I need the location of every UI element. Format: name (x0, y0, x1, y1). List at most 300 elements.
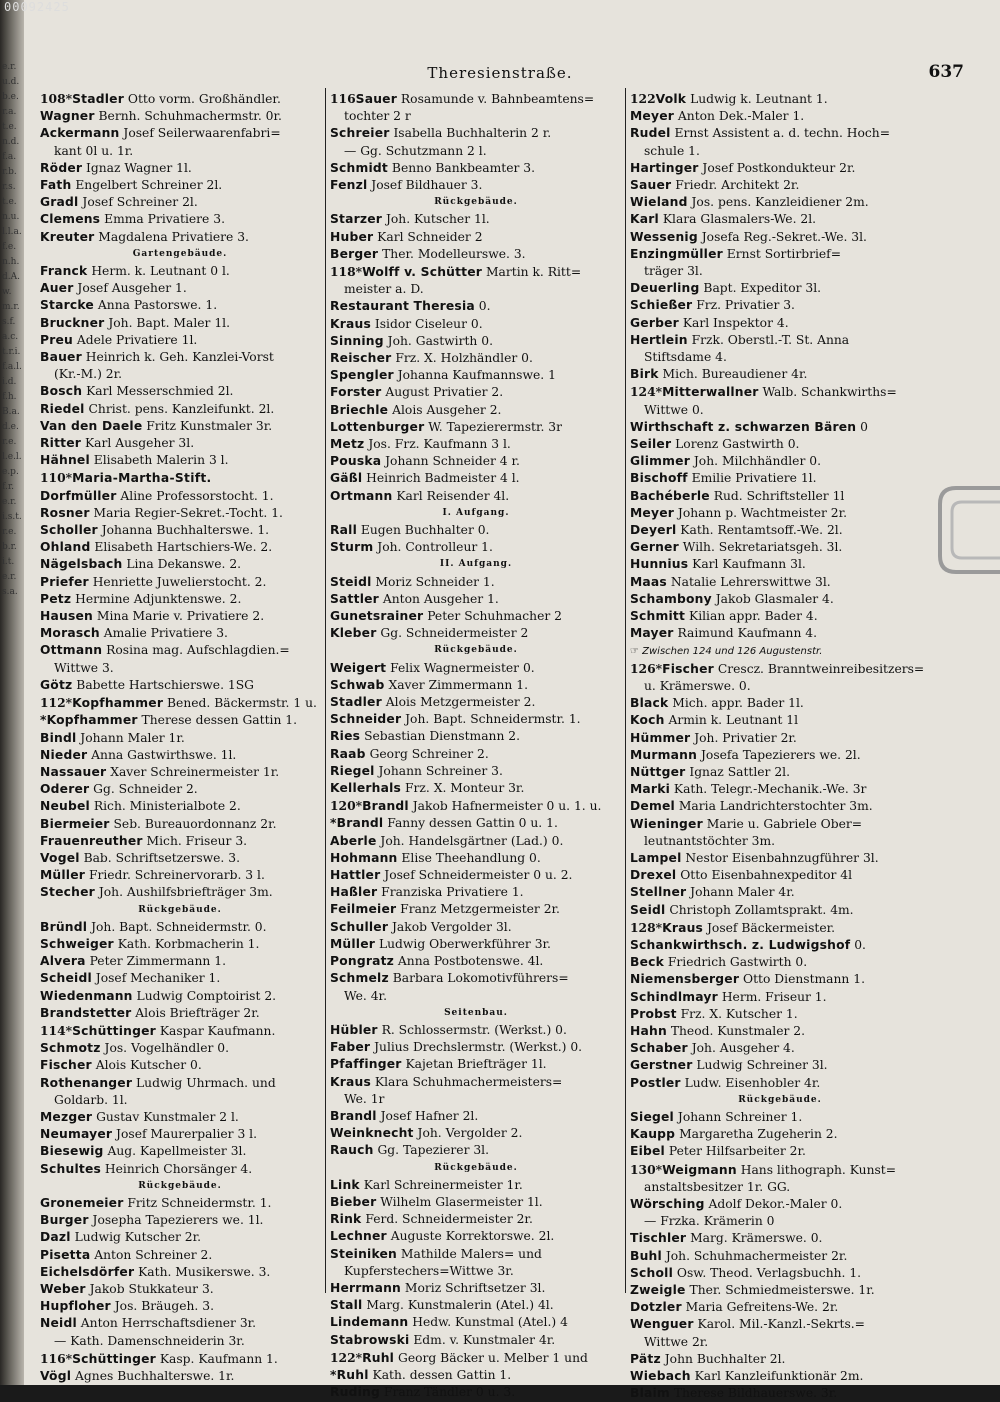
resident-details: Kilian appr. Bader 4. (685, 609, 818, 624)
resident-surname: Feilmeier (330, 902, 397, 917)
house-number: 128* (630, 919, 663, 935)
building-section-label: I. Aufgang. (442, 507, 510, 518)
resident-surname: Kreuter (40, 229, 95, 244)
resident-details: Margaretha Zugeherin 2. (675, 1127, 838, 1142)
resident-surname: Murmann (630, 747, 698, 762)
resident-entry (330, 936, 622, 953)
resident-surname: Bieber (330, 1194, 377, 1209)
resident-details: Hans lithograph. Kunst= (736, 1162, 897, 1177)
resident-surname: Rosner (40, 505, 90, 520)
resident-surname: Schmitt (630, 609, 686, 624)
resident-surname: Faber (330, 1040, 371, 1055)
resident-surname: Meyer (630, 109, 674, 124)
resident-entry (40, 919, 320, 936)
resident-details: We. 4r. (344, 988, 387, 1003)
resident-surname: Lindemann (330, 1315, 409, 1330)
resident-surname: Weigert (330, 660, 387, 675)
resident-entry (630, 488, 930, 505)
resident-surname: Huber (330, 229, 374, 244)
binding-cut-text: e.r.u.d.b.e.r.a.t.e.n.d.f.a.r.b.r.s.t.e.n.u.l.l.a.f.e.n.h.d.A.w.m.r.s.f.a.c.t.r.i.f.a.l.i.d.f.h.B.a.d.e.r.e.l.e.l.e.p.f.r.e.r.i.s.t.r.e.b.r.i.t.e.r.s.a. (2, 62, 22, 597)
resident-details: Wittwe 2r. (644, 1334, 709, 1349)
resident-details: Mich. Bureaudiener 4r. (658, 367, 808, 382)
resident-details: Elisabeth Hartschiers-We. 2. (90, 540, 273, 555)
resident-details: Jos. Bräugeh. 3. (110, 1299, 214, 1314)
resident-details: Herm. k. Leutnant 0 l. (87, 264, 230, 279)
resident-details: Engelbert Schreiner 2l. (71, 178, 223, 193)
resident-entry (40, 1350, 320, 1368)
resident-entry (630, 297, 930, 314)
resident-entry (630, 902, 930, 919)
resident-entry (330, 711, 622, 728)
resident-surname: Rall (330, 523, 357, 538)
resident-details: Mina Marie v. Privatiere 2. (92, 609, 265, 624)
resident-entry (630, 108, 930, 125)
resident-surname: Nägelsbach (40, 557, 123, 572)
resident-details: Peter Schuhmacher 2 (423, 609, 562, 624)
column-divider (625, 88, 626, 1293)
resident-entry (330, 1056, 622, 1073)
resident-surname: Schultes (40, 1161, 102, 1176)
resident-entry (40, 90, 320, 108)
resident-entry (630, 125, 930, 142)
house-number: 118* (330, 264, 363, 280)
resident-entry (40, 1161, 320, 1178)
resident-details: Josefa Tapezierers we. 2l. (697, 747, 861, 762)
resident-entry (630, 366, 930, 383)
resident-surname: Brandl (330, 1108, 377, 1123)
resident-details: Ludwig k. Leutnant 1. (686, 92, 828, 106)
resident-details: Karl Schneider 2 (373, 229, 483, 244)
resident-details: Nestor Eisenbahnzugführer 3l. (681, 850, 879, 865)
resident-entry (630, 1316, 930, 1333)
resident-surname: Gäßl (330, 471, 363, 486)
resident-surname: Fenzl (330, 178, 368, 193)
resident-details: Joh. Vergolder 2. (413, 1126, 523, 1141)
resident-entry (630, 1143, 930, 1160)
resident-entry (630, 1385, 930, 1402)
resident-surname: Kraus (330, 316, 371, 331)
resident-surname: Niemensberger (630, 972, 740, 987)
resident-surname: Metz (330, 437, 365, 452)
entry-continuation (630, 1334, 930, 1351)
resident-surname: Schüttinger (72, 1351, 156, 1366)
resident-surname: Gronemeier (40, 1195, 124, 1210)
resident-entry (630, 90, 930, 108)
resident-surname: Deuerling (630, 281, 700, 296)
resident-surname: Steiniken (330, 1246, 398, 1261)
building-section-label: Rückgebäude. (434, 197, 518, 208)
resident-entry (330, 1332, 622, 1349)
resident-surname: Stall (330, 1298, 363, 1313)
resident-details: 0. (474, 299, 491, 314)
resident-details: Heinrich Badmeister 4 l. (362, 471, 520, 486)
resident-surname: Pongratz (330, 954, 395, 969)
resident-details: Alois Briefträger 2r. (131, 1005, 260, 1020)
resident-details: Ludwig Oberwerkführer 3r. (375, 936, 551, 951)
resident-entry (330, 1246, 622, 1263)
resident-details: Joh. Ausgeher 4. (687, 1041, 795, 1056)
resident-details: tochter 2 r (344, 109, 411, 124)
resident-details: Agnes Buchhalterswe. 1r. (71, 1368, 235, 1383)
resident-entry (40, 332, 320, 349)
resident-details: Karl Messerschmied 2l. (82, 384, 234, 399)
resident-entry (40, 263, 320, 280)
resident-entry (330, 1314, 622, 1331)
resident-details: Martin k. Ritt= (482, 265, 582, 280)
resident-entry (40, 574, 320, 591)
resident-surname: Bauer (40, 350, 82, 365)
house-number: 122 (630, 91, 656, 106)
resident-surname: Lechner (330, 1229, 387, 1244)
resident-entry (40, 884, 320, 901)
resident-details: Mich. appr. Bader 1l. (668, 696, 804, 711)
resident-details: Therese dessen Gattin 1. (137, 713, 298, 728)
resident-entry (40, 798, 320, 815)
resident-entry (40, 229, 320, 246)
resident-details: Joh. Schuhmachermeister 2r. (661, 1248, 848, 1263)
resident-entry (330, 333, 622, 350)
resident-entry (40, 694, 320, 712)
resident-surname: Hübler (330, 1022, 378, 1037)
resident-details: Magdalena Privatiere 3. (94, 229, 249, 244)
resident-surname: Hunnius (630, 557, 689, 572)
resident-details: Ignaz Sattler 2l. (685, 764, 790, 779)
resident-entry (330, 867, 622, 884)
resident-entry (330, 884, 622, 901)
resident-surname: Rauch (330, 1143, 374, 1158)
resident-surname: Petz (40, 591, 72, 606)
house-number: 116* (40, 1350, 73, 1366)
resident-details: Henriette Juwelierstocht. 2. (88, 574, 267, 589)
resident-entry (330, 539, 622, 556)
resident-entry (40, 1247, 320, 1264)
resident-entry (40, 816, 320, 833)
entry-continuation (630, 143, 930, 160)
house-heading (40, 469, 320, 487)
resident-surname: Ortmann (330, 488, 393, 503)
resident-details: Bernh. Schuhmachermstr. 0r. (94, 109, 282, 124)
resident-surname: Hähnel (40, 453, 90, 468)
entry-continuation (330, 1091, 622, 1108)
resident-surname: Wirthschaft z. schwarzen Bären (630, 419, 857, 434)
resident-entry (630, 1265, 930, 1282)
resident-entry (630, 747, 930, 764)
resident-surname: Ruhl (362, 1350, 395, 1365)
entry-continuation (630, 402, 930, 419)
resident-details: Ernst Sortirbrief= (722, 246, 842, 261)
resident-entry (40, 1368, 320, 1385)
resident-entry (330, 608, 622, 625)
resident-surname: Hupfloher (40, 1299, 111, 1314)
resident-surname: Aberle (330, 833, 377, 848)
resident-surname: Dorfmüller (40, 488, 117, 503)
resident-surname: Bindl (40, 730, 77, 745)
resident-surname: Birk (630, 367, 659, 382)
resident-details: Joh. Privatier 2r. (690, 730, 797, 745)
resident-entry (330, 1228, 622, 1245)
resident-entry (630, 660, 930, 678)
resident-surname: Schmelz (330, 971, 389, 986)
resident-details: Anton Schreiner 2. (90, 1247, 213, 1262)
resident-entry (330, 1039, 622, 1056)
resident-entry (630, 884, 930, 901)
resident-entry (630, 211, 930, 228)
resident-details: Gg. Schneider 2. (89, 782, 198, 797)
resident-details: 0. (850, 937, 866, 952)
resident-surname: Müller (40, 868, 86, 883)
resident-details: Xaver Schreinermeister 1r. (106, 764, 280, 779)
resident-surname: Schindlmayr (630, 989, 718, 1004)
resident-surname: Enzingmüller (630, 246, 723, 261)
resident-details: Josef Bäckermeister. (703, 920, 836, 935)
resident-surname: Biesewig (40, 1144, 104, 1159)
resident-entry (40, 970, 320, 987)
resident-entry (40, 936, 320, 953)
resident-surname: Schankwirthsch. z. Ludwigshof (630, 937, 851, 952)
resident-details: Peter Zimmermann 1. (85, 954, 226, 969)
resident-surname: Raab (330, 746, 366, 761)
resident-surname: Wessenig (630, 229, 698, 244)
resident-surname: Hattler (330, 868, 381, 883)
resident-surname: Steidl (330, 574, 372, 589)
resident-entry (630, 436, 930, 453)
resident-entry (630, 556, 930, 573)
resident-details: Seb. Bureauordonnanz 2r. (109, 816, 277, 831)
resident-details: Osw. Theod. Verlagsbuchh. 1. (672, 1265, 862, 1280)
resident-surname: Sauer (355, 92, 397, 106)
house-number: 130* (630, 1161, 663, 1177)
cross-street-note: ☞ Zwischen 124 und 126 Augustenstr. (630, 645, 823, 657)
resident-entry (330, 953, 622, 970)
resident-details: u. Krämerswe. 0. (644, 678, 751, 693)
resident-surname: Schneider (330, 712, 402, 727)
resident-details: Hermine Adjunktenswe. 2. (71, 591, 242, 606)
resident-details: Wilhelm Glasermeister 1l. (376, 1194, 543, 1209)
resident-entry (40, 712, 320, 729)
resident-details: Otto Eisenbahnexpeditor 4l (676, 868, 853, 883)
resident-surname: Eibel (630, 1144, 665, 1159)
resident-surname: Tischler (630, 1231, 687, 1246)
resident-surname: Restaurant Theresia (330, 299, 475, 314)
resident-details: Johann Maler 4r. (686, 885, 795, 900)
resident-surname: Ohland (40, 540, 91, 555)
resident-surname: Ackermann (40, 126, 120, 141)
resident-surname: Auer (40, 281, 74, 296)
resident-details: — Frzka. Krämerin 0 (644, 1214, 775, 1229)
resident-details: Klara Schuhmachermeisters= (370, 1074, 563, 1089)
resident-details: Rosamunde v. Bahnbeamtens= (397, 92, 595, 106)
resident-surname: Wieland (630, 195, 688, 210)
resident-entry (330, 970, 622, 987)
resident-details: Joh. Gastwirth 0. (383, 333, 493, 348)
resident-details: Maria Landrichterstochter 3m. (674, 799, 873, 814)
resident-details: Gustav Kunstmaler 2 l. (92, 1109, 239, 1124)
column-right (630, 90, 930, 1402)
resident-entry (630, 1196, 930, 1213)
resident-surname: Stecher (40, 885, 95, 900)
resident-entry (630, 177, 930, 194)
resident-entry (630, 695, 930, 712)
resident-entry (630, 954, 930, 971)
resident-surname: Kraus (662, 920, 704, 935)
resident-surname: Hümmer (630, 730, 691, 745)
resident-surname: Spengler (330, 368, 394, 383)
resident-details: Alois Ausgeher 2. (388, 402, 502, 417)
resident-entry (40, 1264, 320, 1281)
entry-continuation (40, 660, 320, 677)
resident-details: Josefa Reg.-Sekret.-We. 3l. (697, 229, 867, 244)
resident-details: meister a. D. (344, 282, 424, 297)
resident-entry (40, 677, 320, 694)
resident-surname: Vögl (40, 1368, 72, 1383)
resident-details: Eugen Buchhalter 0. (357, 523, 490, 538)
resident-details: W. Tapezierermstr. 3r (424, 419, 562, 434)
resident-entry (630, 1040, 930, 1057)
resident-surname: Ruding (330, 1385, 380, 1400)
resident-surname: Bosch (40, 384, 83, 399)
resident-details: Rud. Schriftsteller 1l (709, 488, 845, 503)
paper-clip-icon (938, 480, 1000, 580)
resident-entry (40, 1057, 320, 1074)
resident-details: Frzk. Oberstl.-T. St. Anna (687, 332, 850, 347)
resident-entry (330, 1074, 622, 1091)
resident-details: Ernst Assistent a. d. techn. Hoch= (670, 126, 891, 141)
resident-details: Ludwig Kutscher 2r. (70, 1230, 202, 1245)
resident-details: Moriz Schneider 1. (371, 574, 495, 589)
resident-entry (330, 488, 622, 505)
resident-entry (330, 1367, 622, 1384)
resident-entry (40, 642, 320, 659)
entry-continuation (630, 678, 930, 695)
resident-surname: Brandstetter (40, 1005, 132, 1020)
resident-details: Frz. X. Holzhändler 0. (391, 351, 533, 366)
resident-details: Alois Metzgermeister 2. (381, 695, 536, 710)
resident-entry (40, 1022, 320, 1040)
resident-surname: Rudel (630, 126, 671, 141)
resident-entry (330, 1349, 622, 1367)
resident-details: Theod. Kunstmaler 2. (666, 1023, 806, 1038)
resident-details: Ludwig Schreiner 3l. (692, 1058, 828, 1073)
resident-details: Natalie Lehrerswittwe 3l. (666, 574, 831, 589)
entry-continuation (630, 263, 930, 280)
resident-details: Elise Theehandlung 0. (397, 850, 541, 865)
resident-details: Walb. Schankwirths= (758, 385, 897, 400)
resident-surname: Pouska (330, 454, 382, 469)
resident-surname: Pisetta (40, 1247, 91, 1262)
resident-entry (630, 625, 930, 642)
resident-surname: Buhl (630, 1248, 662, 1263)
resident-entry (330, 1297, 622, 1314)
resident-surname: Stabrowski (330, 1332, 410, 1347)
resident-surname: Deyerl (630, 523, 677, 538)
resident-entry (40, 1126, 320, 1143)
building-section-label: Rückgebäude. (138, 904, 222, 915)
resident-entry (40, 315, 320, 332)
resident-surname: Fath (40, 178, 72, 193)
resident-surname: Zweigle (630, 1283, 686, 1297)
resident-surname: Glimmer (630, 454, 690, 469)
resident-entry (630, 937, 930, 954)
resident-surname: Probst (630, 1006, 677, 1021)
resident-entry (40, 211, 320, 228)
column-left (40, 90, 320, 1385)
resident-details: Bab. Schriftsetzerswe. 3. (79, 850, 240, 865)
resident-details: Mich. Friseur 3. (142, 833, 248, 848)
entry-continuation (630, 1213, 930, 1230)
resident-surname: Seidl (630, 902, 666, 917)
resident-entry (40, 505, 320, 522)
resident-surname: Nassauer (40, 764, 107, 779)
resident-details: Anton Dek.-Maler 1. (674, 109, 805, 124)
resident-entry (40, 625, 320, 642)
resident-details: Georg Schreiner 2. (365, 746, 489, 761)
resident-details: Jakob Vergolder 3l. (388, 919, 512, 934)
resident-surname: Weber (40, 1281, 86, 1296)
resident-entry (330, 833, 622, 850)
resident-surname: Wagner (40, 109, 95, 124)
resident-entry (330, 160, 622, 177)
resident-details: anstaltsbesitzer 1r. GG. (644, 1179, 791, 1194)
resident-details: Kajetan Briefträger 1l. (401, 1057, 547, 1072)
resident-surname: Franck (40, 264, 88, 279)
resident-details: Jos. Frz. Kaufmann 3 l. (364, 437, 511, 452)
resident-entry (40, 988, 320, 1005)
resident-surname: Alvera (40, 954, 86, 969)
resident-surname: Biermeier (40, 816, 110, 831)
resident-surname: Hertlein (630, 332, 688, 347)
resident-details: Christ. pens. Kanzleifunkt. 2l. (84, 401, 275, 416)
resident-surname: Sauer (630, 178, 672, 193)
resident-surname: *Ruhl (330, 1367, 369, 1382)
resident-details: Crescz. Branntweinreibesitzers= (713, 661, 925, 676)
resident-surname: Riegel (330, 763, 375, 778)
resident-entry (40, 108, 320, 125)
resident-surname: Nieder (40, 747, 88, 762)
resident-surname: Starzer (330, 212, 383, 227)
resident-details: Kath. Korbmacherin 1. (113, 936, 260, 951)
resident-surname: Mitterwallner (662, 385, 759, 400)
resident-details: Marg. Kunstmalerin (Atel.) 4l. (362, 1298, 554, 1313)
resident-details: Jos. pens. Kanzleidiener 2m. (687, 195, 869, 210)
resident-details: Kupferstechers=Wittwe 3r. (344, 1263, 514, 1278)
resident-surname: Gerber (630, 315, 679, 330)
resident-details: leutnantstöchter 3m. (644, 833, 776, 848)
resident-surname: Ritter (40, 436, 82, 451)
building-section-label: Gartengebäude. (132, 248, 228, 259)
resident-entry (330, 1280, 622, 1297)
resident-details: Johann p. Wachtmeister 2r. (674, 505, 848, 520)
resident-entry (330, 901, 622, 918)
resident-details: Johann Maler 1r. (76, 730, 185, 745)
resident-surname: Forster (330, 385, 382, 400)
resident-surname: Wiedenmann (40, 988, 133, 1003)
resident-entry (630, 539, 930, 556)
resident-surname: Wieninger (630, 816, 703, 831)
resident-surname: Mezger (40, 1109, 93, 1124)
resident-details: — Gg. Schutzmann 2 l. (344, 143, 487, 158)
resident-surname: Schreier (330, 126, 390, 141)
resident-surname: Frauenreuther (40, 833, 143, 848)
column-middle (330, 90, 622, 1401)
resident-entry (330, 677, 622, 694)
resident-details: Frz. Privatier 3. (692, 298, 795, 313)
resident-details: Josef Mechaniker 1. (91, 971, 221, 986)
resident-surname: Preu (40, 332, 73, 347)
resident-details: Wittwe 0. (644, 402, 704, 417)
resident-surname: Demel (630, 799, 675, 814)
resident-details: Frz. X. Kutscher 1. (676, 1006, 798, 1021)
resident-surname: Schmotz (40, 1041, 101, 1056)
